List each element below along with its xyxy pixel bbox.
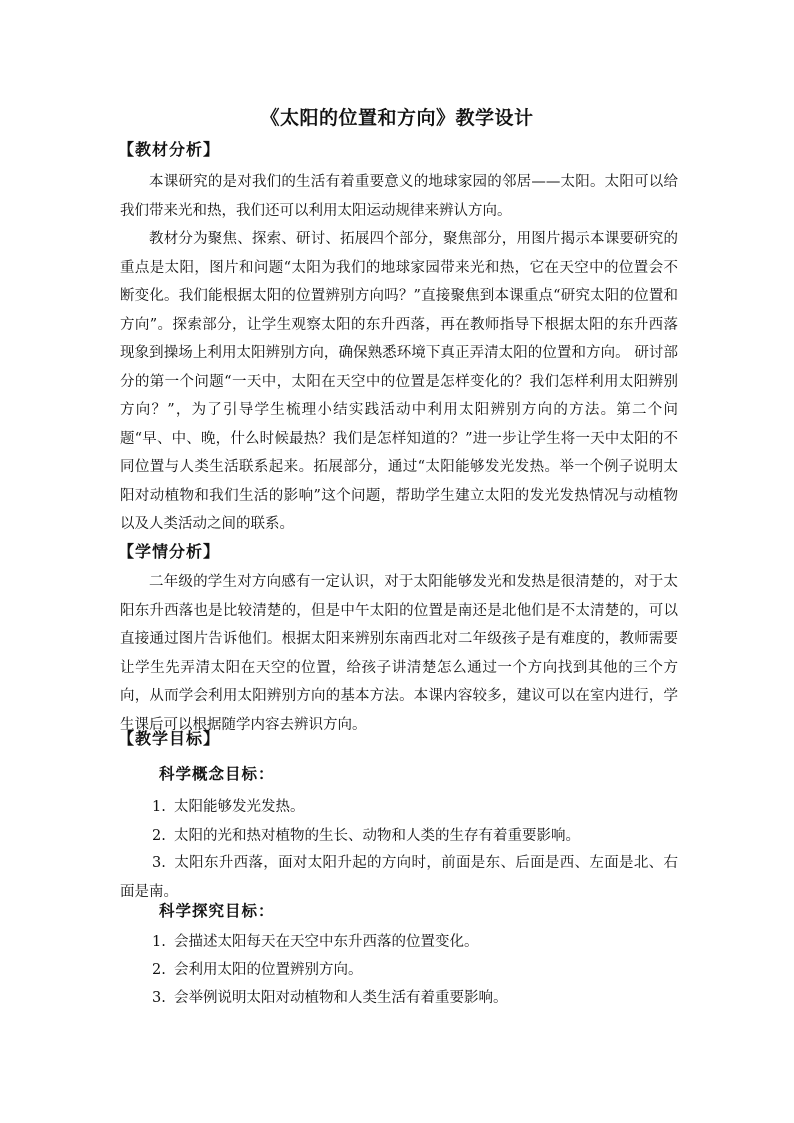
paragraph-textbook-structure: 教材分为聚焦、探索、研讨、拓展四个部分，聚焦部分，用图片揭示本课要研究的重点是太阳，图片和问题“太阳为我们的地球家园带来光和热，它在天空中的位置会不断变化。我们能根据太阳的位置辨别方向吗？”直接聚焦到本课重点“研究太阳的位置和方向”。探索部分，让学生观察太阳的东升西落，再在教师指导下根据太阳的东升西落现象到操场上利用太阳辨别方向，确保熟悉环境下真正弄清太阳的位置和方向。 研讨部分的第一个问题“一天中，太阳在天空中的位置是怎样变化的？我们怎样利用太阳辨别方向？”，为了引导学生梳理小结实践活动中利用太阳辨别方向的方法。第二个问题“早、中、晚，什么时候最热？我们是怎样知道的？”进一步让学生将一天中太阳的不同位置与人类生活联系起来。拓展部分，通过“太阳能够发光发热。举一个例子说明太阳对动植物和我们生活的影响”这个问题，帮助学生建立太阳的发光发热情况与动植物以及人类活动之间的联系。 [120,231,678,532]
list-item-text: 会利用太阳的位置辨别方向。 [174,962,363,978]
list-item-number: 2. [152,828,166,844]
list-item-number: 1. [152,934,166,950]
list-item-text: 会举例说明太阳对动植物和人类生活有着重要影响。 [174,990,508,1006]
list-item-number: 1. [152,799,166,815]
paragraph-student-analysis: 二年级的学生对方向感有一定认识，对于太阳能够发光和发热是很清楚的，对于太阳东升西落也是比较清楚的，但是中午太阳的位置是南还是北他们是不太清楚的，可以直接通过图片告诉他们。根据太阳来辨别东南西北对二年级孩子是有难度的，教师需要让学生先弄清太阳在天空的位置，给孩子讲清楚怎么通过一个方向找到其他的三个方向，从而学会利用太阳辨别方向的基本方法。本课内容较多，建议可以在室内进行，学生课后可以根据随学内容去辨识方向。 [120,574,678,733]
list-item-text: 太阳东升西落，面对太阳升起的方向时，前面是东、后面是西、左面是北、右面是南。 [120,855,678,900]
subheading-science-inquiry-goals: 科学探究目标： [159,901,275,920]
paragraph-textbook-intro: 本课研究的是对我们的生活有着重要意义的地球家园的邻居——太阳。太阳可以给我们带来光和热，我们还可以利用太阳运动规律来辨认方向。 [120,174,678,219]
list-item-number: 2. [152,962,166,978]
list-item [120,928,678,957]
section-heading-teaching-goals: 【教学目标】 [118,729,221,748]
list-item-text: 会描述太阳每天在天空中东升西落的位置变化。 [174,934,479,950]
section-heading-student-analysis: 【学情分析】 [118,542,221,561]
section-heading-textbook-analysis: 【教材分析】 [118,140,221,159]
list-item [120,956,678,985]
list-item [120,793,678,822]
subheading-science-concept-goals: 科学概念目标： [159,764,275,783]
list-item [120,984,678,1013]
list-item [120,822,678,851]
list-item-text: 太阳的光和热对植物的生长、动物和人类的生存有着重要影响。 [174,828,580,844]
list-item-number: 3. [152,855,166,871]
page-title: 《太阳的位置和方向》教学设计 [260,107,534,129]
list-item-text: 太阳能够发光发热。 [174,799,305,815]
list-item-number: 3. [152,990,166,1006]
